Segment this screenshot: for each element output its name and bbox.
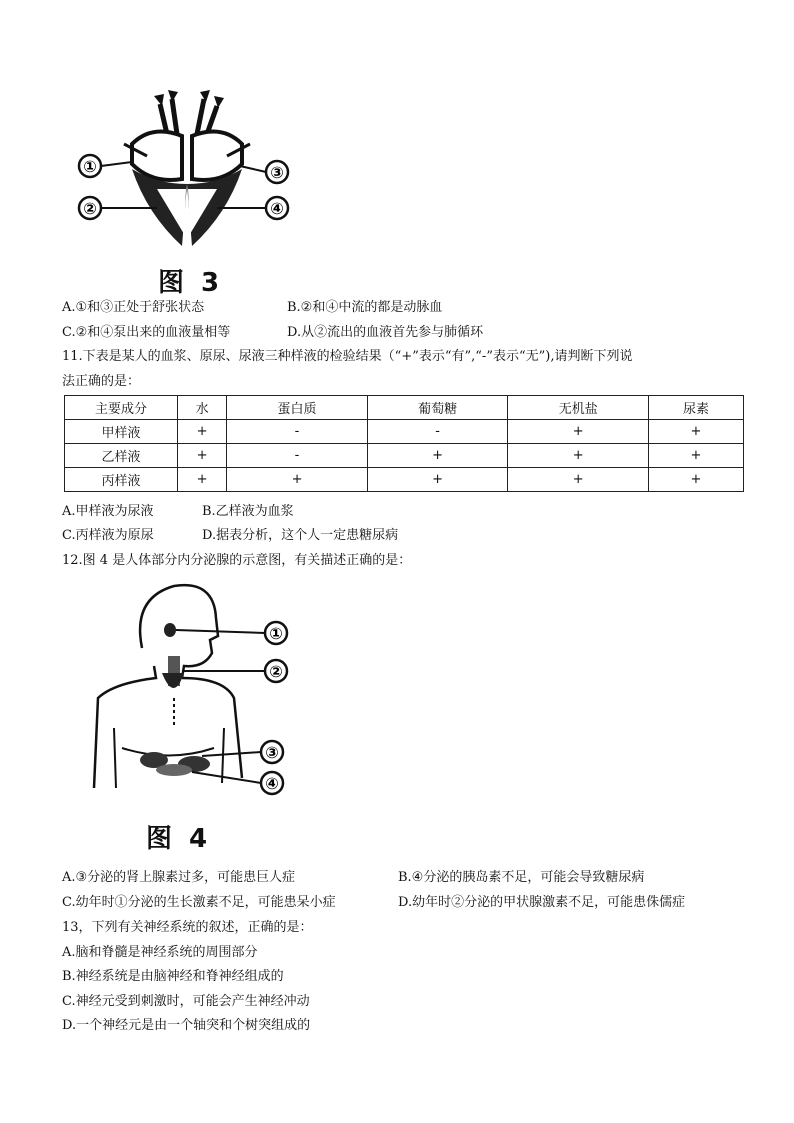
table-row bbox=[65, 468, 744, 492]
table-header-cell: 主要成分 bbox=[65, 396, 178, 420]
q10-option-d: D.从②流出的血液首先参与肺循环 bbox=[287, 325, 484, 340]
table-cell: + bbox=[367, 444, 508, 468]
figure-4 bbox=[84, 578, 304, 808]
table-header-cell: 尿素 bbox=[649, 396, 744, 420]
table-cell: + bbox=[178, 468, 227, 492]
table-cell: - bbox=[227, 420, 368, 444]
fig3-label-2: ② bbox=[83, 199, 97, 218]
table-cell: + bbox=[649, 468, 744, 492]
table-cell: 甲样液 bbox=[65, 420, 178, 444]
figure-3 bbox=[72, 84, 302, 274]
q10-option-a: A.①和③正处于舒张状态 bbox=[62, 300, 205, 315]
table-cell: - bbox=[227, 444, 368, 468]
table-row bbox=[65, 444, 744, 468]
q12-option-c: C.幼年时①分泌的生长激素不足，可能患呆小症 bbox=[62, 895, 336, 910]
table-row bbox=[65, 420, 744, 444]
q11-stem-line1: 11.下表是某人的血浆、原尿、尿液三种样液的检验结果（“+”表示“有”,“-”表示“无”),请判断下列说 bbox=[62, 349, 633, 364]
fig3-label-4: ④ bbox=[270, 199, 284, 218]
table-cell: 乙样液 bbox=[65, 444, 178, 468]
figure-4-caption: 图 4 bbox=[146, 824, 212, 854]
table-header-cell: 水 bbox=[178, 396, 227, 420]
table-cell: + bbox=[367, 468, 508, 492]
q13-option-c: C.神经元受到刺激时，可能会产生神经冲动 bbox=[62, 994, 310, 1009]
q11-option-a: A.甲样液为尿液 bbox=[62, 504, 154, 519]
q10-option-b: B.②和④中流的都是动脉血 bbox=[287, 300, 443, 315]
table-header-cell: 葡萄糖 bbox=[367, 396, 508, 420]
table-header-cell: 无机盐 bbox=[508, 396, 649, 420]
q11-stem-line2: 法正确的是： bbox=[62, 374, 141, 389]
q12-option-a: A.③分泌的肾上腺素过多，可能患巨人症 bbox=[62, 870, 296, 885]
fig4-label-1: ① bbox=[269, 624, 283, 643]
fig4-label-2: ② bbox=[269, 662, 283, 681]
fig3-label-3: ③ bbox=[270, 163, 284, 182]
endocrine-glands-diagram bbox=[84, 578, 304, 808]
q11-option-c: C.丙样液为原尿 bbox=[62, 528, 154, 543]
q13-option-b: B.神经系统是由脑神经和脊神经组成的 bbox=[62, 969, 284, 984]
table-cell: + bbox=[649, 444, 744, 468]
table-cell: + bbox=[649, 420, 744, 444]
q12-option-b: B.④分泌的胰岛素不足，可能会导致糖尿病 bbox=[398, 870, 645, 885]
table-header-row bbox=[65, 396, 744, 420]
table-cell: + bbox=[178, 420, 227, 444]
figure-3-caption: 图 3 bbox=[158, 268, 224, 298]
table-cell: + bbox=[508, 468, 649, 492]
table-cell: 丙样液 bbox=[65, 468, 178, 492]
q11-table bbox=[64, 395, 744, 492]
q13-option-d: D.一个神经元是由一个轴突和个树突组成的 bbox=[62, 1018, 311, 1033]
fig4-label-3: ③ bbox=[265, 743, 279, 762]
table-cell: - bbox=[367, 420, 508, 444]
q12-stem: 12.图 4 是人体部分内分泌腺的示意图，有关描述正确的是： bbox=[62, 553, 412, 568]
table-cell: + bbox=[227, 468, 368, 492]
heart-diagram bbox=[72, 84, 302, 254]
table-cell: + bbox=[508, 420, 649, 444]
q10-option-c: C.②和④泵出来的血液量相等 bbox=[62, 325, 231, 340]
q12-option-d: D.幼年时②分泌的甲状腺激素不足，可能患侏儒症 bbox=[398, 895, 686, 910]
table-header-cell: 蛋白质 bbox=[227, 396, 368, 420]
q11-option-d: D.据表分析，这个人一定患糖尿病 bbox=[202, 528, 399, 543]
fig3-label-1: ① bbox=[83, 157, 97, 176]
table-cell: + bbox=[508, 444, 649, 468]
table-cell: + bbox=[178, 444, 227, 468]
q11-option-b: B.乙样液为血浆 bbox=[202, 504, 294, 519]
fig4-label-4: ④ bbox=[265, 774, 279, 793]
q13-option-a: A.脑和脊髓是神经系统的周围部分 bbox=[62, 945, 258, 960]
q13-stem: 13，下列有关神经系统的叙述，正确的是： bbox=[62, 920, 313, 935]
